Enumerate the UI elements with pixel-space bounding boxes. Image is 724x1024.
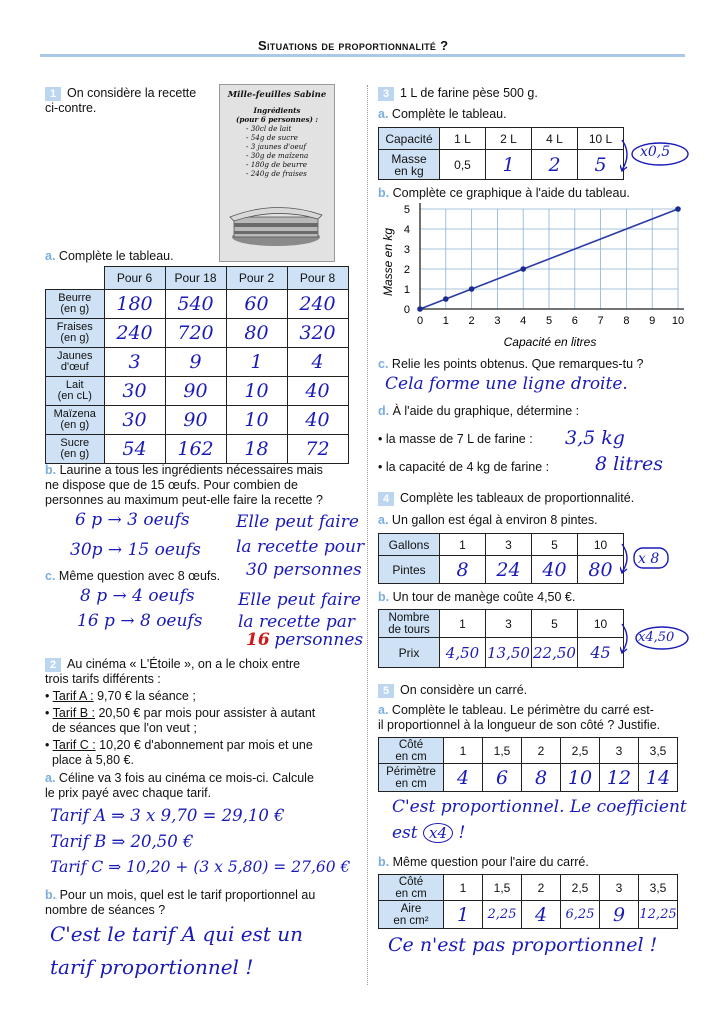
- gallon-table: Gallons 1 3 5 10 Pintes 8 24 40 80: [378, 533, 624, 584]
- data-point: [417, 306, 423, 312]
- ex5-b: b. Même question pour l'aire du carré.: [378, 855, 589, 869]
- recipe-subtitle: Ingrédients: [253, 106, 301, 115]
- x-tick-label: 9: [649, 315, 656, 327]
- ex2-a: a. Céline va 3 fois au cinéma ce mois-ci. Calcule le prix payé avec chaque tarif.: [45, 771, 314, 800]
- ex5-coefficient-circle: x4: [423, 823, 453, 843]
- ex4-number: 4: [378, 492, 394, 506]
- ex1-c-answer-2: 16 p → 8 oeufs: [77, 611, 203, 631]
- flour-table: Capacité 1 L 2 L 4 L 10 L Masse en kg 0,5 1 2 5: [378, 127, 624, 180]
- ex1-b-answer-1: 6 p → 3 oeufs: [75, 510, 190, 530]
- ex2-intro: 2 Au cinéma « L'Étoile », on a le choix entre trois tarifs différents :: [45, 657, 301, 686]
- ex1-a: a. Complète le tableau.: [45, 249, 174, 263]
- ex3-d2-answer: 8 litres: [595, 453, 663, 475]
- flour-factor: x0,5: [640, 144, 671, 160]
- flour-chart: [372, 200, 702, 350]
- table-row: Lait (en cL) 30 90 10 40: [46, 377, 349, 406]
- y-tick-label: 5: [403, 204, 410, 216]
- ex1-c-answer-5: 16 personnes: [246, 630, 364, 650]
- table-row: Fraises (en g) 240 720 80 320: [46, 319, 349, 348]
- ex1-intro: 1 On considère la recette ci-contre.: [45, 86, 197, 115]
- ex1-b-answer-2: 30p → 15 oeufs: [70, 540, 201, 560]
- x-tick-label: 1: [442, 315, 449, 327]
- data-point: [469, 286, 475, 292]
- page-title: Situations de proportionnalité ?: [258, 38, 449, 53]
- ex1-c-answer-3: Elle peut faire: [238, 590, 361, 610]
- ex2-b-answer-2: tarif proportionnel !: [50, 955, 254, 979]
- ex3-d2: • la capacité de 4 kg de farine :: [378, 460, 550, 474]
- x-tick-label: 7: [597, 315, 604, 327]
- table-row: Beurre (en g) 180 540 60 240: [46, 290, 349, 319]
- ex5-a-answer-1: C'est proportionnel. Le coefficient: [392, 797, 687, 817]
- x-tick-label: 6: [571, 315, 578, 327]
- ex3-d1-answer: 3,5 kg: [565, 427, 625, 449]
- ex2-tarif-a: • Tarif A : 9,70 € la séance ;: [45, 689, 196, 703]
- ex4-intro: 4 Complète les tableaux de proportionnalité.: [378, 491, 634, 506]
- ex2-a-answer-3: Tarif C ⇒ 10,20 + (3 x 5,80) = 27,60 €: [50, 858, 351, 876]
- recipe-ingredients: - 30cl de lait - 54g de sucre - 3 jaunes d'oeuf - 30g de maïzena - 180g de beurre - 240g de fraises: [246, 124, 309, 178]
- table-row: Sucre (en g) 54 162 18 72: [46, 435, 349, 464]
- chart-xlabel: Capacité en litres: [503, 335, 597, 349]
- y-tick-label: 2: [403, 264, 410, 276]
- y-tick-label: 3: [403, 244, 410, 256]
- ex5-number: 5: [378, 684, 394, 698]
- ex1-b-answer-5: 30 personnes: [246, 560, 362, 580]
- ex5-a: a. Complète le tableau. Le périmètre du carré est- il proportionnel à la longueur de son côté ? Justifie.: [378, 703, 661, 732]
- table-row: Jaunes d'œuf 3 9 1 4: [46, 348, 349, 377]
- ex2-b: b. Pour un mois, quel est le tarif proportionnel au nombre de séances ?: [45, 888, 316, 917]
- ride-table: Nombre de tours 1 3 5 10 Prix 4,50 13,50 22,50 45: [378, 609, 624, 668]
- perimeter-table: Côté en cm 1 1,5 2 2,5 3 3,5 Périmètre en cm 4 6 8 10 12 14: [378, 737, 678, 792]
- recipe-table: [45, 266, 349, 464]
- ex2-a-answer-1: Tarif A ⇒ 3 x 9,70 = 29,10 €: [50, 806, 285, 825]
- gallon-factor: x 8: [638, 551, 660, 567]
- x-tick-label: 5: [545, 315, 553, 327]
- ex2-tarif-c: • Tarif C : 10,20 € d'abonnement par mois et une place à 5,80 €.: [45, 738, 313, 767]
- ex4-b: b. Un tour de manège coûte 4,50 €.: [378, 590, 576, 604]
- ex5-b-answer: Ce n'est pas proportionnel !: [388, 934, 658, 956]
- y-tick-label: 1: [403, 284, 410, 296]
- header-pour-18: Pour 18: [165, 267, 226, 290]
- ex5-a-answer-2: est x4 !: [392, 823, 466, 843]
- ex2-number: 2: [45, 658, 61, 672]
- ex3-b: b. Complète ce graphique à l'aide du tableau.: [378, 186, 630, 200]
- ex1-b: b. Laurine a tous les ingrédients nécessaires mais ne dispose que de 15 œufs. Pour combien de personnes au maximum peut-elle faire la recette ?: [45, 463, 323, 507]
- ex1-b-answer-3: Elle peut faire: [236, 512, 359, 532]
- ex3-intro: 3 1 L de farine pèse 500 g.: [378, 86, 538, 101]
- ex2-tarif-b: • Tarif B : 20,50 € par mois pour assister à autant de séances que l'on veut ;: [45, 706, 316, 735]
- data-point: [443, 296, 449, 302]
- ex1-number: 1: [45, 87, 61, 101]
- chart-ylabel: Masse en kg: [381, 227, 395, 297]
- y-tick-label: 4: [403, 224, 410, 236]
- x-tick-label: 2: [468, 315, 475, 327]
- ex1-b-answer-4: la recette pour: [236, 537, 365, 557]
- table-row: Maïzena (en g) 30 90 10 40: [46, 406, 349, 435]
- x-tick-label: 3: [494, 315, 501, 327]
- ex2-a-answer-2: Tarif B ⇒ 20,50 €: [50, 832, 194, 851]
- column-separator: [367, 85, 368, 985]
- ex2-b-answer-1: C'est le tarif A qui est un: [50, 922, 304, 946]
- millefeuille-image: [220, 195, 332, 255]
- ex3-d: d. À l'aide du graphique, détermine :: [378, 404, 580, 418]
- title-underline: [40, 54, 685, 57]
- ex1-c-answer-4: la recette par: [238, 612, 356, 632]
- x-tick-label: 0: [416, 315, 424, 327]
- recipe-card: [219, 84, 335, 262]
- ex3-c-answer: Cela forme une ligne droite.: [385, 374, 628, 394]
- header-pour-6: Pour 6: [104, 267, 165, 290]
- ex3-c: c. Relie les points obtenus. Que remarques-tu ?: [378, 357, 644, 371]
- area-table: Côté en cm 1 1,5 2 2,5 3 3,5 Aire en cm² 1 2,25 4 6,25 9 12,25: [378, 874, 678, 929]
- recipe-servings: (pour 6 personnes) :: [235, 115, 319, 124]
- data-point: [675, 206, 681, 212]
- data-point: [520, 266, 526, 272]
- ex3-d1: • la masse de 7 L de farine :: [378, 432, 533, 446]
- ex3-number: 3: [378, 87, 394, 101]
- ex1-c: c. Même question avec 8 œufs.: [45, 569, 221, 583]
- ex4-a: a. Un gallon est égal à environ 8 pintes.: [378, 513, 598, 527]
- x-tick-label: 10: [671, 315, 685, 327]
- recipe-title: Mille-feuilles Sabine: [227, 90, 327, 100]
- ex5-intro: 5 On considère un carré.: [378, 683, 527, 698]
- x-tick-label: 8: [623, 315, 630, 327]
- ex3-a: a. Complète le tableau.: [378, 107, 507, 121]
- y-tick-label: 0: [403, 304, 410, 316]
- header-pour-2: Pour 2: [226, 267, 287, 290]
- x-tick-label: 4: [520, 315, 527, 327]
- header-pour-8: Pour 8: [287, 267, 348, 290]
- ex1-c-answer-1: 8 p → 4 oeufs: [80, 586, 195, 606]
- ride-factor: x4,50: [638, 630, 675, 645]
